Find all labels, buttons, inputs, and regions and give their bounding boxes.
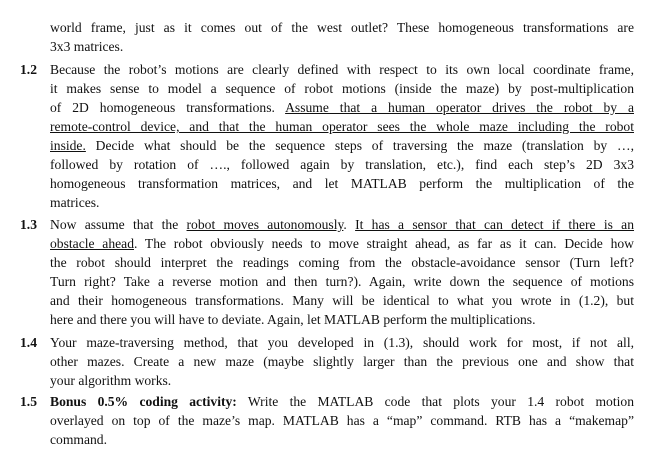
item-1-2-line-6: followed by rotation of …., followed again by translation, etc.), find each step’s 2D 3x3 (50, 157, 634, 172)
item-number-1-2: 1.2 (20, 62, 37, 77)
item-1-2-underlined-inside: inside. (50, 138, 86, 153)
item-1-3-underlined-autonomous: robot moves autonomously (186, 217, 344, 232)
item-1-2-text-plain: of 2D homogeneous transformations. (50, 100, 275, 115)
item-1-2-line-8: matrices. (50, 195, 100, 210)
item-1-3-line-1 (50, 216, 634, 234)
item-1-3-obstacle-rest: . The robot obviously needs to move straight ahead, as far as it can. Decide how (134, 236, 634, 251)
item-1-4-line-3: your algorithm works. (50, 373, 172, 388)
item-1-3-line-6: here and there you will have to deviate. Again, let MATLAB perform the multiplications. (50, 312, 536, 327)
item-1-2-decide-text: Decide what should be the sequence steps of traversing the maze (translation by …, (95, 138, 634, 153)
item-1-2-line-5 (50, 137, 634, 155)
item-1-3-line-4: Turn right? Take a reverse motion and then turn?). Again, write down the sequence of motions (50, 274, 634, 289)
item-1-2-line-1: Because the robot’s motions are clearly defined with respect to its own local coordinate frame, (50, 62, 634, 77)
item-1-2-line-4: remote-control device, and that the human operator sees the whole maze including the robot (50, 119, 634, 134)
item-1-3-period: . (343, 217, 347, 232)
item-1-3-line-3: the robot should interpret the readings coming from the obstacle-avoidance sensor (Turn left? (50, 255, 634, 270)
intro-line-2: 3x3 matrices. (50, 39, 124, 54)
item-number-1-3: 1.3 (20, 217, 37, 232)
item-number-1-4: 1.4 (20, 335, 37, 350)
item-1-2-line-2: it makes sense to model a sequence of robot motions (inside the maze) by post-multiplication (50, 81, 634, 96)
item-1-3-underlined-obstacle: obstacle ahead (50, 236, 134, 251)
item-1-3-intro-text: Now assume that the (50, 217, 179, 232)
item-1-5-bonus-text: Write the MATLAB code that plots your 1.4 robot motion (247, 394, 634, 409)
item-1-3-line-5: and their homogeneous transformations. Many will be identical to what you wrote in (1.2), but (50, 293, 634, 308)
item-1-5-line-1 (50, 393, 634, 411)
intro-line-1: world frame, just as it comes out of the west outlet? These homogeneous transformations are (50, 20, 634, 35)
item-1-3-underlined-sensor: It has a sensor that can detect if there is an (355, 217, 635, 232)
item-1-5-bonus-label: Bonus 0.5% coding activity: (50, 394, 237, 409)
item-1-4-line-1: Your maze-traversing method, that you developed in (1.3), should work for most, if not all, (50, 335, 634, 350)
item-1-4-line-2: other mazes. Create a new maze (maybe slightly larger than the previous one and show that (50, 354, 634, 369)
item-1-2-line-7: homogeneous transformation matrices, and let MATLAB perform the multiplication of the (50, 176, 634, 191)
item-1-5-line-3: command. (50, 432, 108, 447)
item-1-3-line-2 (50, 235, 634, 253)
item-number-1-5: 1.5 (20, 394, 37, 409)
item-1-2-underlined-text: Assume that a human operator drives the robot by a (285, 100, 634, 115)
item-1-2-line-3 (50, 99, 634, 117)
item-1-5-line-2: overlayed on top of the maze’s map. MATLAB has a “map” command. RTB has a “makemap” (50, 413, 634, 428)
